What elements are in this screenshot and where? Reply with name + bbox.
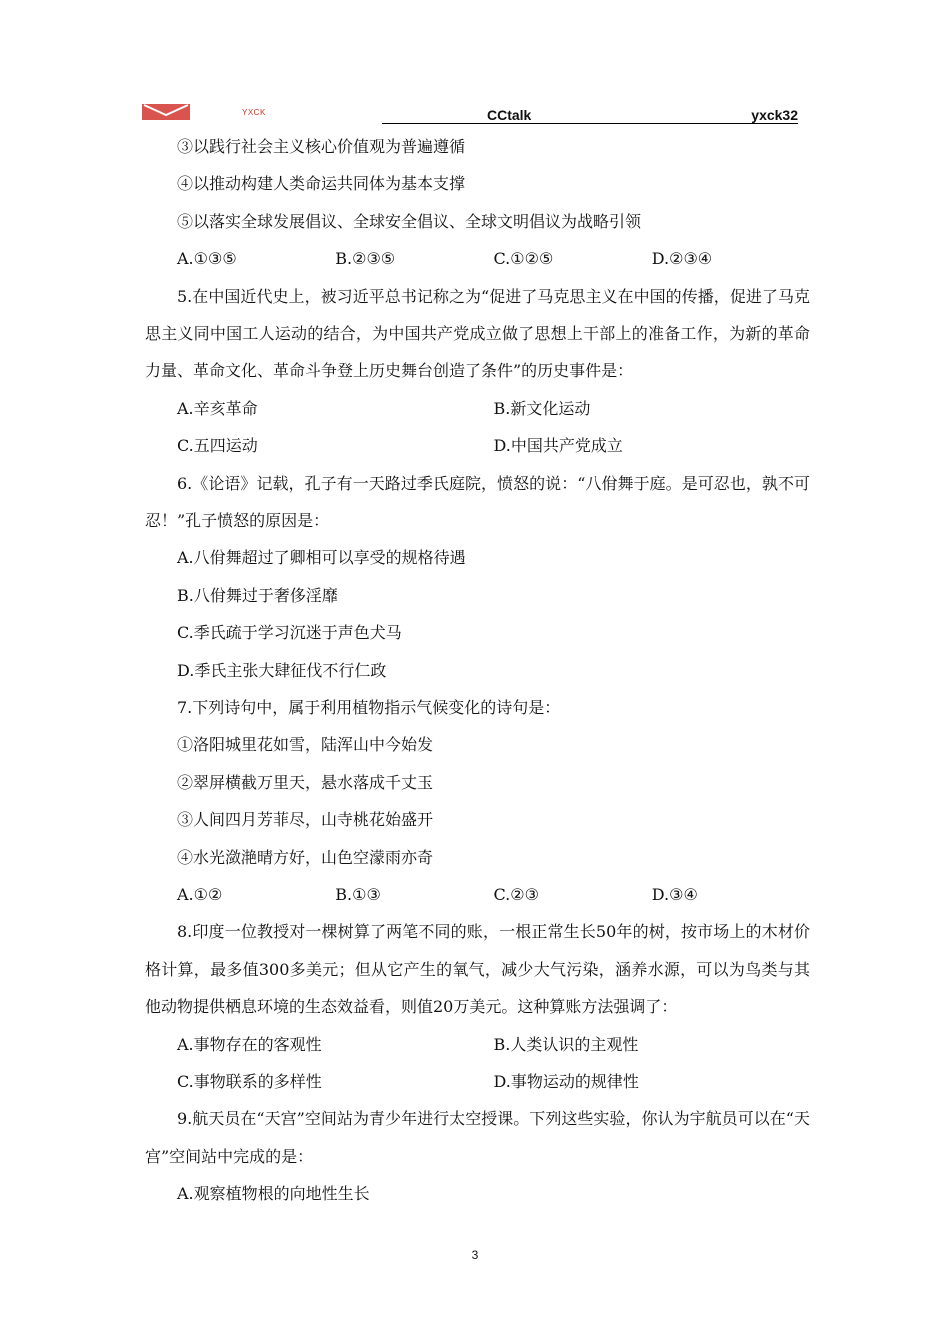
q4-statement-3: ③以践行社会主义核心价值观为普遍遵循 [177, 137, 466, 156]
q7-item-4: ④水光潋滟晴方好，山色空濛雨亦奇 [177, 847, 434, 867]
q7-stem: 7.下列诗句中，属于利用植物指示气候变化的诗句是： [177, 697, 561, 717]
q7-options [145, 876, 810, 913]
q7-item-3: ③人间四月芳菲尽，山寺桃花始盛开 [177, 810, 434, 830]
page-header [142, 104, 802, 124]
q8-options-row-1 [145, 1026, 810, 1063]
q7-item-2: ②翠屏横截万里天，悬水落成千丈玉 [177, 772, 434, 792]
q5-option-d: D.中国共产党成立 [493, 436, 623, 456]
q4-statement-4: ④以推动构建人类命运共同体为基本支撑 [177, 174, 466, 194]
q5-option-b: B.新文化运动 [493, 398, 591, 418]
q8-option-d: D.事物运动的规律性 [493, 1071, 639, 1091]
q7-option-a: A.①② [177, 884, 223, 904]
q8-stem: 8.印度一位教授对一棵树算了两笔不同的账，一根正常生长50年的树，按市场上的木材价格计算，最多值300多美元；但从它产生的氧气，减少大气污染，涵养水源，可以为鸟类与其他动物提供栖息环境的生态效益看，则值20万美元。这种算账方法强调了： [145, 922, 810, 1017]
q5-options-row-2 [145, 427, 810, 464]
header-center-text: CCtalk [487, 107, 532, 123]
q8-option-b: B.人类认识的主观性 [493, 1034, 639, 1054]
q4-statement-5: ⑤以落实全球发展倡议、全球安全倡议、全球文明倡议为战略引领 [177, 211, 642, 231]
logo-text: YXCK [242, 108, 266, 117]
q8-options-row-2 [145, 1063, 810, 1100]
q5-stem: 5.在中国近代史上，被习近平总书记称之为“促进了马克思主义在中国的传播，促进了马克思主义同中国工人运动的结合，为中国共产党成立做了思想上干部上的准备工作，为新的革命力量、革命文化、革命斗争登上历史舞台创造了条件”的历史事件是： [145, 286, 810, 381]
q8-option-c: C.事物联系的多样性 [177, 1071, 322, 1091]
q7-option-d: D.③④ [651, 884, 698, 904]
q4-option-d: D.②③④ [651, 249, 713, 269]
q6-option-a: A.八佾舞超过了卿相可以享受的规格待遇 [177, 548, 466, 568]
q6-option-c: C.季氏疏于学习沉迷于声色犬马 [177, 623, 402, 643]
envelope-logo-icon [142, 104, 190, 120]
q5-option-a: A.辛亥革命 [177, 398, 258, 418]
q4-options [145, 240, 810, 277]
q6-option-b: B.八佾舞过于奢侈淫靡 [177, 585, 338, 605]
q5-options-row-1 [145, 390, 810, 427]
header-right-text: yxck32 [751, 107, 798, 123]
q7-option-c: C.②③ [493, 884, 539, 904]
q8-option-a: A.事物存在的客观性 [177, 1034, 322, 1054]
document-body [145, 128, 810, 1212]
q7-option-b: B.①③ [335, 884, 381, 904]
q9-option-a: A.观察植物根的向地性生长 [177, 1184, 370, 1204]
q4-option-b: B.②③⑤ [335, 249, 396, 269]
q9-stem: 9.航天员在“天宫”空间站为青少年进行太空授课。下列这些实验，你认为宇航员可以在“天宫”空间站中完成的是： [145, 1109, 810, 1166]
header-rule [382, 123, 798, 124]
q5-option-c: C.五四运动 [177, 436, 258, 456]
q4-option-c: C.①②⑤ [493, 249, 554, 269]
q7-item-1: ①洛阳城里花如雪，陆浑山中今始发 [177, 735, 434, 755]
q6-stem: 6.《论语》记载，孔子有一天路过季氏庭院，愤怒的说：“八佾舞于庭。是可忍也，孰不可忍！”孔子愤怒的原因是： [145, 473, 810, 530]
q6-option-d: D.季氏主张大肆征伐不行仁政 [177, 660, 387, 680]
page-number: 3 [471, 1248, 479, 1262]
q4-option-a: A.①③⑤ [177, 249, 237, 269]
